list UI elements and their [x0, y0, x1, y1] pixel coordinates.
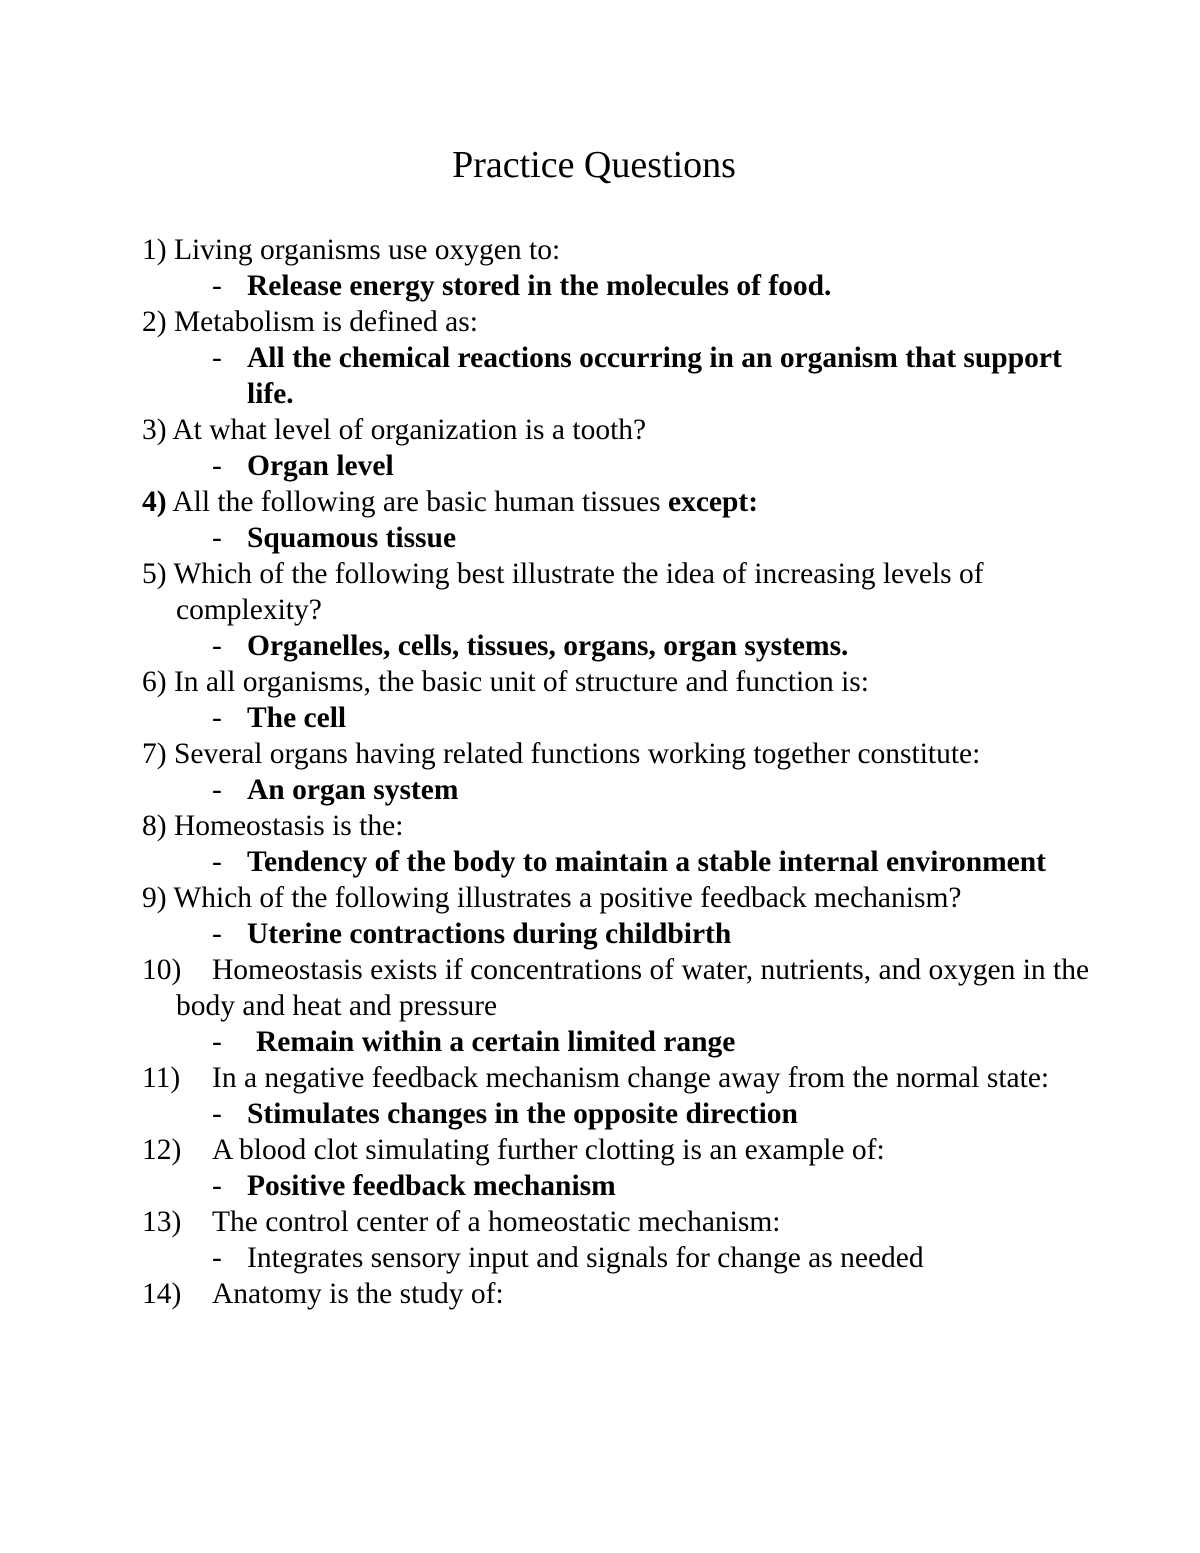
answer-3: [142, 448, 1102, 484]
question-2: [142, 304, 1102, 340]
question-text: [172, 486, 758, 518]
answer-dash: -: [212, 1026, 222, 1058]
answer-text: Squamous tissue: [247, 522, 457, 554]
question-text: Which of the following best illustrate the idea of increasing levels of complexity?: [173, 558, 984, 626]
answer-8: [142, 844, 1102, 880]
question-8: [142, 808, 1102, 844]
question-number: 5): [142, 558, 167, 590]
question-7: [142, 736, 1102, 772]
answer-dash: -: [212, 450, 222, 482]
answer-6: [142, 700, 1102, 736]
question-text: Living organisms use oxygen to:: [173, 234, 561, 266]
question-number: 9): [142, 882, 167, 914]
question-12: [142, 1132, 1102, 1168]
answer-dash: -: [212, 342, 222, 374]
question-text: At what level of organization is a tooth?: [172, 414, 647, 446]
page-title: Practice Questions: [452, 144, 736, 186]
question-text: The control center of a homeostatic mechanism:: [212, 1206, 781, 1238]
answer-text: Remain within a certain limited range: [256, 1026, 736, 1058]
answer-text: Positive feedback mechanism: [247, 1170, 616, 1202]
question-number: 4): [142, 486, 167, 518]
question-6: [142, 664, 1102, 700]
answer-dash: -: [212, 918, 222, 950]
answer-text: The cell: [247, 702, 347, 734]
answer-text: Organelles, cells, tissues, organs, organ systems.: [247, 630, 849, 662]
answer-dash: -: [212, 522, 222, 554]
question-number: 12): [142, 1134, 182, 1166]
question-text: Several organs having related functions working together constitute:: [173, 738, 981, 770]
question-11: [142, 1060, 1102, 1096]
question-text: Which of the following illustrates a positive feedback mechanism?: [173, 882, 962, 914]
question-number: 7): [142, 738, 167, 770]
question-number: 14): [142, 1278, 182, 1310]
question-text-main: All the following are basic human tissues: [172, 486, 661, 518]
question-text: Metabolism is defined as:: [173, 306, 478, 338]
answer-dash: -: [212, 774, 222, 806]
question-text: Anatomy is the study of:: [212, 1278, 504, 1310]
question-13: [142, 1204, 1102, 1240]
answer-text: Tendency of the body to maintain a stable internal environment: [247, 846, 1047, 878]
answer-dash: -: [212, 1242, 222, 1274]
answer-7: [142, 772, 1102, 808]
question-10: [142, 952, 1102, 1024]
question-text: In all organisms, the basic unit of structure and function is:: [173, 666, 869, 698]
answer-dash: -: [212, 630, 222, 662]
answer-text: Integrates sensory input and signals for change as needed: [247, 1242, 924, 1274]
answer-text: Stimulates changes in the opposite direction: [247, 1098, 798, 1130]
question-list: [142, 232, 1102, 1312]
answer-text: An organ system: [247, 774, 459, 806]
answer-11: [142, 1096, 1102, 1132]
question-number: 11): [142, 1062, 181, 1094]
answer-text: Release energy stored in the molecules of food.: [247, 270, 832, 302]
answer-12: [142, 1168, 1102, 1204]
answer-4: [142, 520, 1102, 556]
question-number: 1): [142, 234, 167, 266]
question-number: 13): [142, 1206, 182, 1238]
answer-dash: -: [212, 270, 222, 302]
answer-1: [142, 268, 1102, 304]
answer-2: [142, 340, 1102, 412]
answer-5: [142, 628, 1102, 664]
answer-text: Uterine contractions during childbirth: [247, 918, 732, 950]
answer-9: [142, 916, 1102, 952]
answer-13: [142, 1240, 1102, 1276]
question-number: 8): [142, 810, 167, 842]
question-text: In a negative feedback mechanism change away from the normal state:: [212, 1062, 1050, 1094]
answer-dash: -: [212, 702, 222, 734]
answer-text: All the chemical reactions occurring in an organism that support life.: [247, 342, 1062, 410]
question-14: [142, 1276, 1102, 1312]
question-text-emphasis: except:: [668, 486, 759, 518]
question-3: [142, 412, 1102, 448]
question-number: 2): [142, 306, 167, 338]
question-text: A blood clot simulating further clotting is an example of:: [212, 1134, 885, 1166]
answer-dash: -: [212, 1098, 222, 1130]
question-9: [142, 880, 1102, 916]
question-number: 6): [142, 666, 167, 698]
question-1: [142, 232, 1102, 268]
answer-text: Organ level: [247, 450, 394, 482]
question-number: 3): [142, 414, 167, 446]
answer-dash: -: [212, 1170, 222, 1202]
question-text: Homeostasis is the:: [173, 810, 404, 842]
answer-dash: -: [212, 846, 222, 878]
question-5: [142, 556, 1102, 628]
answer-10: [142, 1024, 1102, 1060]
question-4: [142, 484, 1102, 520]
question-number: 10): [142, 954, 182, 986]
question-text: Homeostasis exists if concentrations of water, nutrients, and oxygen in the body and heat and pressure: [176, 954, 1090, 1022]
